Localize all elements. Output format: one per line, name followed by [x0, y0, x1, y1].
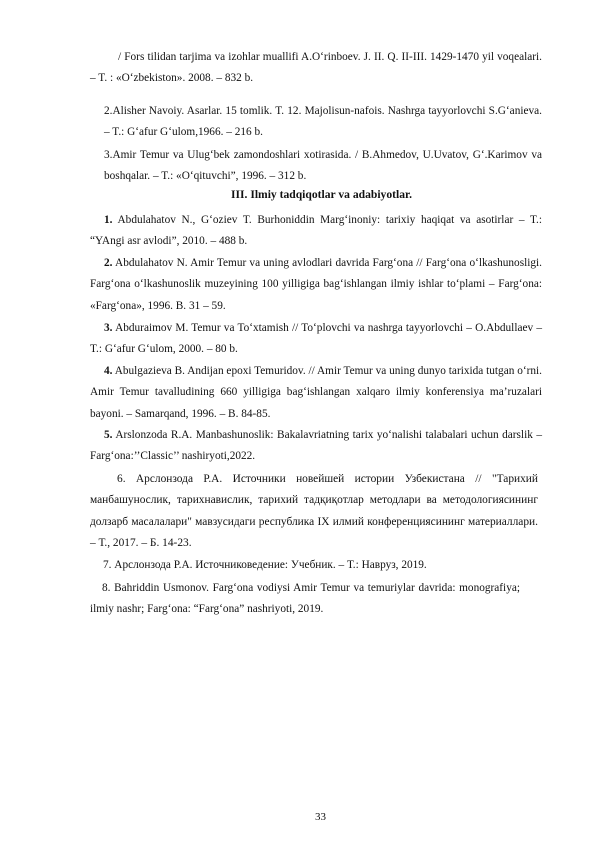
- list-item-text: Abdulahatov N., G‘oziev T. Burhoniddin Marg‘inoniy: tarixiy haqiqat va asotirlar – T.: “YAngi asr avlodi”, 2010. – 488 b.: [90, 214, 542, 248]
- list-item-number: 1.: [104, 214, 113, 226]
- list-item-text: Abduraimov M. Temur va To‘xtamish // To‘plovchi va nashrga tayyorlovchi – O.Abdullaev – T.: G‘afur G‘ulom, 2000. – 80 b.: [90, 322, 542, 356]
- list-item-text: Abdulahatov N. Amir Temur va uning avlodlari davrida Farg‘ona // Farg‘ona o‘lkashunosligi. Farg‘ona o‘lkashunoslik muzeyining 100 yilligiga bag‘ishlangan ilmiy ishlar to‘plami – Farg‘ona: «Farg‘ona», 1996. B. 31 – 59.: [90, 257, 542, 312]
- section-heading: III. Ilmiy tadqiqotlar va adabiyotlar.: [230, 188, 413, 201]
- list-item-cyrillic-textbook: 7. Арслонзода Р.А. Источниковедение: Учебник. – Т.: Навруз, 2019.: [103, 559, 427, 571]
- bibliography-entry-amir-temur-ulugbek: 3.Amir Temur va Ulug‘bek zamondoshlari xotirasida. / B.Ahmedov, U.Uvatov, G‘.Karimov va boshqalar. – T.: «O‘qituvchi”, 1996. – 312 b.: [104, 149, 542, 183]
- list-item-number: 2.: [104, 257, 113, 269]
- list-item: [90, 318, 542, 361]
- list-item-text: Abulgazieva B. Andijan epoxi Temuridov. // Amir Temur va uning dunyo tarixida tutgan o‘rni. Amir Temur tavalludining 660 yilligiga bag‘ishlangan xalqaro ilmiy konferensiya ma’ruzalari bayoni. – Samarqand, 1996. – B. 84-85.: [90, 365, 542, 420]
- list-item-monograph: 8. Bahriddin Usmonov. Farg‘ona vodiysi Amir Temur va temuriylar davrida: monografiya; ilmiy nashr; Farg‘ona: “Farg‘ona” nashriyoti, 2019.: [90, 582, 520, 616]
- list-item-text: Arslonzoda R.A. Manbashunoslik: Bakalavriatning tarix yo‘nalishi talabalari uchun darslik – Farg‘ona:’’Classic’’ nashiryoti,2022.: [90, 429, 542, 463]
- list-item: [90, 210, 542, 253]
- list-item: [90, 253, 542, 317]
- list-item-number: 5.: [104, 429, 113, 441]
- page-number: 33: [315, 811, 326, 823]
- list-item: [90, 425, 542, 468]
- list-item: [90, 361, 542, 425]
- bibliography-entry-navoiy: 2.Alisher Navoiy. Asarlar. 15 tomlik. T. 12. Majolisun-nafois. Nashrga tayyorlovchi S.G‘anieva. – T.: G‘afur G‘ulom,1966. – 216 b.: [104, 105, 542, 139]
- list-item-number: 4.: [104, 365, 113, 377]
- bibliography-entry-continuation: / Fors tilidan tarjima va izohlar muallifi A.O‘rinboev. J. II. Q. II-III. 1429-1470 yil voqealari. – T. : «O‘zbekiston». 2008. – 832 b.: [90, 51, 542, 85]
- list-item-number: 3.: [104, 322, 113, 334]
- list-item-cyrillic-sources: 6. Арслонзода Р.А. Источники новейшей истории Узбекистана // "Тарихий манбашунослик, тарихнавислик, тарихий тадқиқотлар методлари ва методологиясининг долзарб масалалари" мавзусидаги республика IX илмий конференциясининг материаллари. – Т., 2017. – Б. 14-23.: [90, 473, 538, 550]
